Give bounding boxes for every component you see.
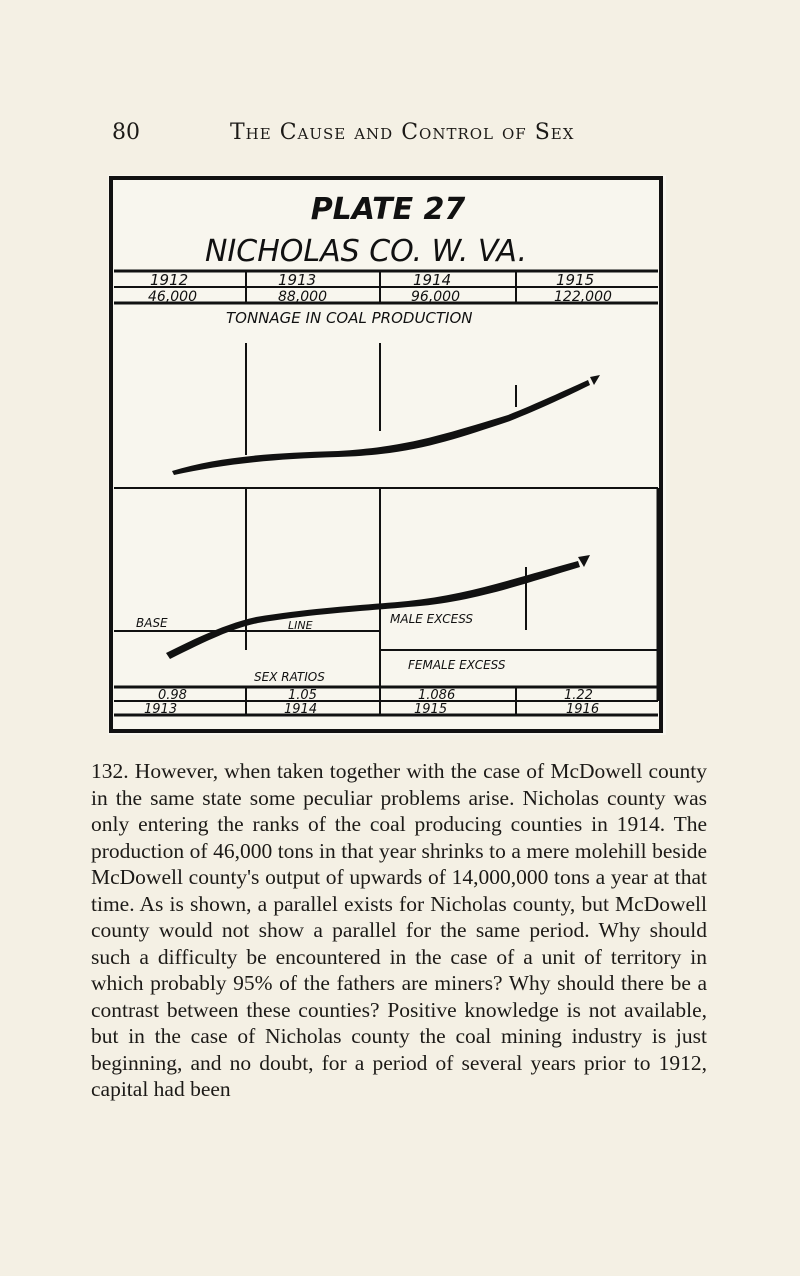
line-label: LINE bbox=[288, 619, 313, 632]
plate-27-figure bbox=[108, 175, 666, 735]
running-head bbox=[0, 120, 800, 150]
tonnage-1912: 46,000 bbox=[148, 289, 197, 305]
plate-drawing bbox=[108, 175, 666, 735]
plate-title: PLATE 27 bbox=[310, 192, 466, 227]
bottom-year-1915: 1915 bbox=[414, 702, 448, 717]
tonnage-1914: 96,000 bbox=[411, 289, 460, 305]
ratio-1916: 1.22 bbox=[564, 688, 593, 703]
base-label: BASE bbox=[136, 616, 168, 630]
female-excess-label: FEMALE EXCESS bbox=[408, 658, 506, 672]
year-1914: 1914 bbox=[413, 271, 452, 289]
year-1912: 1912 bbox=[150, 271, 189, 289]
running-title: The Cause and Control of Sex bbox=[230, 120, 575, 145]
page-number: 80 bbox=[112, 120, 140, 145]
year-1915: 1915 bbox=[556, 271, 595, 289]
year-1913: 1913 bbox=[278, 271, 317, 289]
plate-subtitle: NICHOLAS CO. W. VA. bbox=[204, 234, 528, 269]
tonnage-label: TONNAGE IN COAL PRODUCTION bbox=[226, 309, 473, 327]
bottom-year-1916: 1916 bbox=[566, 702, 600, 717]
bottom-year-1913: 1913 bbox=[144, 702, 178, 717]
tonnage-1913: 88,000 bbox=[278, 289, 327, 305]
ratio-1913: 0.98 bbox=[158, 688, 187, 703]
sex-ratios-label: SEX RATIOS bbox=[254, 670, 325, 684]
tonnage-1915: 122,000 bbox=[554, 289, 612, 305]
ratio-1915: 1.086 bbox=[418, 688, 456, 703]
ratio-1914: 1.05 bbox=[288, 688, 317, 703]
bottom-year-1914: 1914 bbox=[284, 702, 318, 717]
body-paragraph-132: 132. However, when taken together with the case of McDowell county in the same state some peculiar problems arise. Nicholas county was only entering the ranks of the coal producing counties in 1914. The production of 46,000 tons in that year shrinks to a mere molehill beside McDowell county's output of upwards of 14,000,000 tons a year at that time. As is shown, a parallel exists for Nicholas county, but McDowell county would not show a parallel for the same period. Why should such a difficulty be encountered in the case of a unit of territory in which probably 95% of the fathers are miners? Why should there be a contrast between these counties? Positive knowledge is not available, but in the case of Nicholas county the coal mining industry is just beginning, and no doubt, for a period of several years prior to 1912, capital had been bbox=[91, 759, 707, 1101]
male-excess-label: MALE EXCESS bbox=[390, 612, 474, 626]
